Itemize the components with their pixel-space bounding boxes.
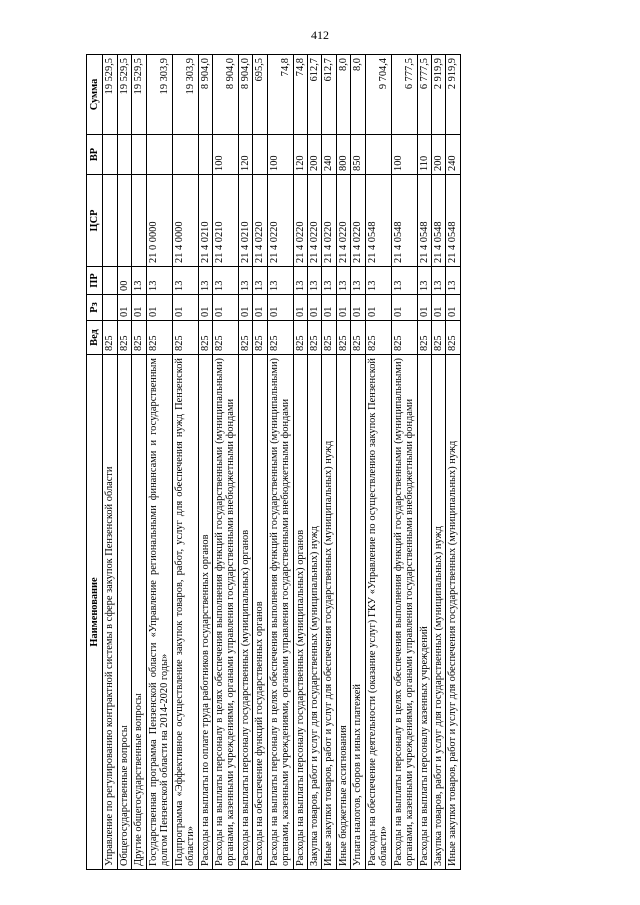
row-vr: 850	[351, 135, 365, 175]
row-pr: 13	[446, 267, 460, 295]
row-ved: 825	[103, 321, 117, 355]
row-name: Расходы на выплаты персоналу государственных (муниципальных) органов	[293, 355, 307, 870]
row-sum: 19 303,9	[172, 55, 198, 135]
row-pr: 13	[391, 267, 417, 295]
row-name: Управление по регулированию контрактной системы в сфере закупок Пензенской области	[103, 355, 117, 870]
row-ved: 825	[446, 321, 460, 355]
row-sum: 2 919,9	[446, 55, 460, 135]
table-row	[103, 55, 117, 870]
table-row	[417, 55, 431, 870]
header-rz: Рз	[87, 295, 103, 321]
row-ved: 825	[417, 321, 431, 355]
row-pr: 13	[132, 267, 146, 295]
row-name: Расходы на выплаты персоналу государственных (муниципальных) органов	[238, 355, 252, 870]
row-name: Расходы на обеспечение функций государственных органов	[253, 355, 267, 870]
row-rz: 01	[336, 295, 350, 321]
row-pr: 13	[212, 267, 238, 295]
row-rz: 01	[351, 295, 365, 321]
row-rz: 01	[146, 295, 172, 321]
row-vr: 100	[267, 135, 293, 175]
row-csr: 21 4 0548	[446, 175, 460, 267]
row-pr: 13	[238, 267, 252, 295]
row-vr	[172, 135, 198, 175]
row-sum: 8,0	[336, 55, 350, 135]
row-sum: 19 303,9	[146, 55, 172, 135]
header-ved: Вед	[87, 321, 103, 355]
row-csr: 21 4 0000	[172, 175, 198, 267]
row-vr	[253, 135, 267, 175]
row-name: Расходы на выплаты персоналу в целях обеспечения выполнения функций государственными (муниципальными) органами, казенными учреждениями, органами управления государственными внебюджетными фондами	[212, 355, 238, 870]
row-csr: 21 4 0548	[365, 175, 391, 267]
rotated-table-area	[86, 55, 553, 870]
table-header-row	[87, 55, 103, 870]
row-sum: 9 704,4	[365, 55, 391, 135]
row-sum: 6 777,5	[417, 55, 431, 135]
table-row	[267, 55, 293, 870]
row-name: Иные закупки товаров, работ и услуг для обеспечения государственных (муниципальных) нужд	[322, 355, 336, 870]
row-rz: 01	[308, 295, 322, 321]
row-sum: 19 529,5	[132, 55, 146, 135]
table-row	[391, 55, 417, 870]
row-pr: 13	[253, 267, 267, 295]
row-name: Расходы на обеспечение деятельности (оказание услуг) ГКУ «Управление по осуществлению закупок Пензенской области»	[365, 355, 391, 870]
row-pr: 13	[365, 267, 391, 295]
row-vr	[117, 135, 131, 175]
table-row	[198, 55, 212, 870]
table-row	[117, 55, 131, 870]
page-number: 412	[311, 28, 329, 42]
row-pr: 13	[431, 267, 445, 295]
row-vr: 240	[322, 135, 336, 175]
row-sum: 19 529,5	[103, 55, 117, 135]
row-csr: 21 4 0220	[351, 175, 365, 267]
row-rz: 01	[417, 295, 431, 321]
row-ved: 825	[431, 321, 445, 355]
row-csr: 21 0 0000	[146, 175, 172, 267]
row-vr: 110	[417, 135, 431, 175]
row-csr: 21 4 0548	[431, 175, 445, 267]
row-vr: 120	[293, 135, 307, 175]
row-pr: 13	[293, 267, 307, 295]
row-ved: 825	[132, 321, 146, 355]
row-rz: 01	[293, 295, 307, 321]
row-name: Расходы на выплаты персоналу казенных учреждений	[417, 355, 431, 870]
table-row	[146, 55, 172, 870]
header-vr: ВР	[87, 135, 103, 175]
row-ved: 825	[198, 321, 212, 355]
row-pr: 13	[308, 267, 322, 295]
table-body	[103, 55, 460, 870]
row-sum: 6 777,5	[391, 55, 417, 135]
row-csr: 21 4 0220	[336, 175, 350, 267]
row-name: Закупка товаров, работ и услуг для государственных (муниципальных) нужд	[308, 355, 322, 870]
row-rz: 01	[446, 295, 460, 321]
row-name: Расходы на выплаты по оплате труда работников государственных органов	[198, 355, 212, 870]
row-name: Закупка товаров, работ и услуг для государственных (муниципальных) нужд	[431, 355, 445, 870]
header-name: Наименование	[87, 355, 103, 870]
row-pr	[103, 267, 117, 295]
row-rz: 01	[212, 295, 238, 321]
table-row	[172, 55, 198, 870]
row-rz	[103, 295, 117, 321]
row-ved: 825	[117, 321, 131, 355]
row-rz: 01	[391, 295, 417, 321]
row-pr: 13	[417, 267, 431, 295]
row-name: Уплата налогов, сборов и иных платежей	[351, 355, 365, 870]
row-vr	[198, 135, 212, 175]
row-sum: 612,7	[322, 55, 336, 135]
table-row	[293, 55, 307, 870]
table-row	[238, 55, 252, 870]
table-row	[365, 55, 391, 870]
row-rz: 01	[198, 295, 212, 321]
row-ved: 825	[336, 321, 350, 355]
table-row	[212, 55, 238, 870]
header-csr: ЦСР	[87, 175, 103, 267]
table-row	[308, 55, 322, 870]
row-ved: 825	[267, 321, 293, 355]
row-pr: 13	[198, 267, 212, 295]
row-name: Иные бюджетные ассигнования	[336, 355, 350, 870]
table-row	[431, 55, 445, 870]
row-sum: 19 529,5	[117, 55, 131, 135]
row-rz: 01	[172, 295, 198, 321]
row-ved: 825	[351, 321, 365, 355]
header-pr: ПР	[87, 267, 103, 295]
row-name: Государственная программа Пензенской области «Управление региональными финансами и государственным долгом Пензенской области на 2014-2020 годы»	[146, 355, 172, 870]
table-row	[253, 55, 267, 870]
row-sum: 8 904,0	[212, 55, 238, 135]
row-ved: 825	[212, 321, 238, 355]
row-name: Подпрограмма «Эффективное осуществление закупок товаров, работ, услуг для обеспечения нужд Пензенской области»	[172, 355, 198, 870]
row-rz: 01	[322, 295, 336, 321]
row-csr: 21 4 0548	[417, 175, 431, 267]
row-vr: 100	[391, 135, 417, 175]
row-vr	[132, 135, 146, 175]
row-pr: 13	[336, 267, 350, 295]
row-csr: 21 4 0220	[308, 175, 322, 267]
row-rz: 01	[267, 295, 293, 321]
table-row	[132, 55, 146, 870]
row-ved: 825	[308, 321, 322, 355]
row-sum: 8 904,0	[198, 55, 212, 135]
header-sum: Сумма	[87, 55, 103, 135]
row-vr: 100	[212, 135, 238, 175]
row-ved: 825	[146, 321, 172, 355]
row-csr	[103, 175, 117, 267]
row-sum: 695,5	[253, 55, 267, 135]
table-row	[336, 55, 350, 870]
row-csr: 21 4 0220	[267, 175, 293, 267]
row-rz: 01	[132, 295, 146, 321]
row-ved: 825	[365, 321, 391, 355]
row-csr	[132, 175, 146, 267]
row-rz: 01	[253, 295, 267, 321]
row-pr: 13	[267, 267, 293, 295]
row-ved: 825	[238, 321, 252, 355]
row-csr: 21 4 0210	[212, 175, 238, 267]
row-ved: 825	[293, 321, 307, 355]
row-rz: 01	[238, 295, 252, 321]
row-name: Общегосударственные вопросы	[117, 355, 131, 870]
row-name: Расходы на выплаты персоналу в целях обеспечения выполнения функций государственными (муниципальными) органами, казенными учреждениями, органами управления государственными внебюджетными фондами	[391, 355, 417, 870]
row-ved: 825	[172, 321, 198, 355]
row-sum: 74,8	[267, 55, 293, 135]
row-csr: 21 4 0210	[198, 175, 212, 267]
row-vr: 800	[336, 135, 350, 175]
row-sum: 8 904,0	[238, 55, 252, 135]
row-vr	[365, 135, 391, 175]
row-pr: 13	[172, 267, 198, 295]
row-pr: 13	[322, 267, 336, 295]
row-name: Другие общегосударственные вопросы	[132, 355, 146, 870]
row-ved: 825	[391, 321, 417, 355]
row-ved: 825	[322, 321, 336, 355]
row-sum: 74,8	[293, 55, 307, 135]
table-row	[446, 55, 460, 870]
row-vr: 240	[446, 135, 460, 175]
rotated-page-content	[86, 55, 553, 870]
row-pr: 13	[146, 267, 172, 295]
row-sum: 612,7	[308, 55, 322, 135]
row-rz: 01	[117, 295, 131, 321]
row-csr: 21 4 0220	[253, 175, 267, 267]
row-vr: 200	[431, 135, 445, 175]
row-rz: 01	[365, 295, 391, 321]
row-name: Иные закупки товаров, работ и услуг для обеспечения государственных (муниципальных) нужд	[446, 355, 460, 870]
row-sum: 2 919,9	[431, 55, 445, 135]
row-vr: 200	[308, 135, 322, 175]
row-csr: 21 4 0548	[391, 175, 417, 267]
table-row	[322, 55, 336, 870]
row-vr	[146, 135, 172, 175]
row-vr	[103, 135, 117, 175]
row-sum: 8,0	[351, 55, 365, 135]
row-vr: 120	[238, 135, 252, 175]
row-csr: 21 4 0210	[238, 175, 252, 267]
row-rz: 01	[431, 295, 445, 321]
row-csr: 21 4 0220	[293, 175, 307, 267]
table-row	[351, 55, 365, 870]
row-csr	[117, 175, 131, 267]
row-csr: 21 4 0220	[322, 175, 336, 267]
row-pr: 13	[351, 267, 365, 295]
row-name: Расходы на выплаты персоналу в целях обеспечения выполнения функций государственными (муниципальными) органами, казенными учреждениями, органами управления государственными внебюджетными фондами	[267, 355, 293, 870]
budget-table	[86, 54, 461, 870]
row-pr: 00	[117, 267, 131, 295]
row-ved: 825	[253, 321, 267, 355]
